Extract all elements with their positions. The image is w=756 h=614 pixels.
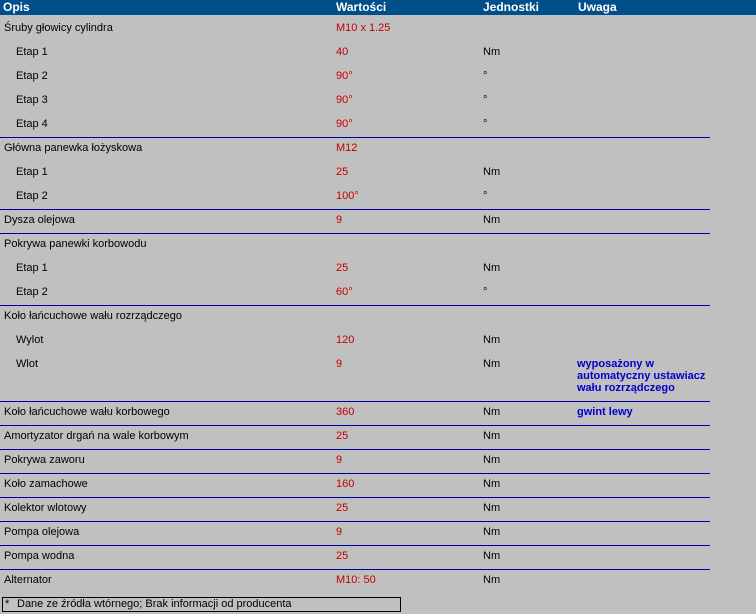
table-row <box>0 448 756 472</box>
row-opis: Pokrywa zaworu <box>4 454 85 466</box>
row-unit: Nm <box>483 574 501 586</box>
table-row <box>0 352 756 400</box>
row-value: 90° <box>336 118 353 130</box>
row-opis: Pompa wodna <box>4 550 75 562</box>
row-opis: Etap 2 <box>16 70 48 82</box>
row-unit: ° <box>483 94 488 106</box>
row-unit: Nm <box>483 526 501 538</box>
table-row <box>0 88 756 112</box>
row-unit: Nm <box>483 478 501 490</box>
header-opis: Opis <box>3 0 30 14</box>
table-row <box>0 400 756 424</box>
row-value: 9 <box>336 526 343 538</box>
row-opis: Etap 1 <box>16 166 48 178</box>
row-opis: Alternator <box>4 574 52 586</box>
table-row <box>0 208 756 232</box>
row-opis: Koło łańcuchowe wału korbowego <box>4 406 170 418</box>
row-value: 60° <box>336 286 353 298</box>
row-opis: Pokrywa panewki korbowodu <box>4 238 147 250</box>
row-value: 25 <box>336 430 349 442</box>
row-unit: Nm <box>483 358 501 370</box>
row-opis: Koło łańcuchowe wału rozrządczego <box>4 310 182 322</box>
table-row <box>0 328 756 352</box>
row-value: 360 <box>336 406 355 418</box>
row-unit: ° <box>483 286 488 298</box>
row-opis: Etap 2 <box>16 190 48 202</box>
table-row <box>0 304 756 328</box>
row-note: wyposażony w automatyczny ustawiacz wału rozrządczego <box>577 358 706 394</box>
table-row <box>0 16 756 40</box>
table-row <box>0 424 756 448</box>
row-value: 40 <box>336 46 349 58</box>
table-row <box>0 112 756 136</box>
row-opis: Główna panewka łożyskowa <box>4 142 143 154</box>
row-unit: ° <box>483 70 488 82</box>
row-opis: Amortyzator drgań na wale korbowym <box>4 430 189 442</box>
row-value: 120 <box>336 334 355 346</box>
row-note: gwint lewy <box>577 406 633 418</box>
row-value: M10 x 1.25 <box>336 22 391 34</box>
row-unit: Nm <box>483 550 501 562</box>
row-unit: Nm <box>483 262 501 274</box>
row-unit: ° <box>483 190 488 202</box>
row-opis: Wylot <box>16 334 44 346</box>
table-row <box>0 472 756 496</box>
row-unit: Nm <box>483 454 501 466</box>
row-opis: Etap 1 <box>16 46 48 58</box>
footnote-text: Dane ze źródła wtórnego; Brak informacji od producenta <box>17 598 292 610</box>
table-row <box>0 520 756 544</box>
table-row <box>0 568 756 592</box>
row-value: M12 <box>336 142 358 154</box>
table-row <box>0 184 756 208</box>
row-unit: Nm <box>483 430 501 442</box>
row-opis: Etap 2 <box>16 286 48 298</box>
row-value: 25 <box>336 550 349 562</box>
row-value: 160 <box>336 478 355 490</box>
row-opis: Etap 4 <box>16 118 48 130</box>
row-value: 25 <box>336 262 349 274</box>
table-row <box>0 64 756 88</box>
row-unit: Nm <box>483 166 501 178</box>
row-opis: Śruby głowicy cylindra <box>4 22 113 34</box>
table-row <box>0 232 756 256</box>
header-wartosci: Wartości <box>336 0 387 14</box>
row-unit: Nm <box>483 46 501 58</box>
row-opis: Etap 1 <box>16 262 48 274</box>
row-unit: Nm <box>483 334 501 346</box>
row-value: 100° <box>336 190 359 202</box>
table-row <box>0 496 756 520</box>
table-row <box>0 280 756 304</box>
table-row <box>0 136 756 160</box>
table-row <box>0 256 756 280</box>
footnote-box <box>2 597 401 612</box>
row-value: 90° <box>336 94 353 106</box>
row-opis: Koło zamachowe <box>4 478 88 490</box>
row-opis: Etap 3 <box>16 94 48 106</box>
row-value: 90° <box>336 70 353 82</box>
row-unit: Nm <box>483 214 501 226</box>
row-value: M10: 50 <box>336 574 376 586</box>
row-unit: Nm <box>483 502 501 514</box>
row-opis: Wlot <box>16 358 38 370</box>
row-opis: Pompa olejowa <box>4 526 80 538</box>
header-uwaga: Uwaga <box>578 0 617 14</box>
row-value: 25 <box>336 166 349 178</box>
asterisk-icon: * <box>5 598 10 610</box>
row-unit: Nm <box>483 406 501 418</box>
table-header <box>0 0 756 15</box>
row-value: 9 <box>336 214 343 226</box>
row-value: 25 <box>336 502 349 514</box>
header-jednostki: Jednostki <box>483 0 540 14</box>
table-row <box>0 544 756 568</box>
table-row <box>0 40 756 64</box>
row-opis: Kolektor wlotowy <box>4 502 87 514</box>
table-row <box>0 160 756 184</box>
row-opis: Dysza olejowa <box>4 214 75 226</box>
row-value: 9 <box>336 454 343 466</box>
row-value: 9 <box>336 358 343 370</box>
row-unit: ° <box>483 118 488 130</box>
